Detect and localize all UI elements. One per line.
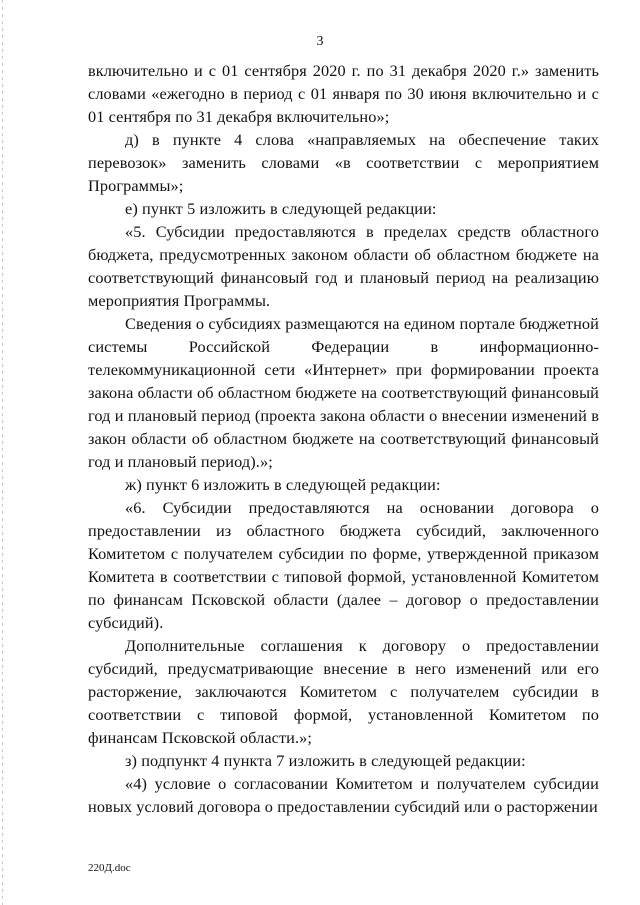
paragraph-3: е) пункт 5 изложить в следующей редакции:	[125, 199, 437, 218]
paragraph-4: «5. Субсидии предоставляются в пределах средств областного бюджета, предусмотренных законом области об областном бюджете на соответствующий финансовый год и плановый период на реализацию мероприятия Программы.	[88, 222, 599, 310]
paragraph-2: д) в пункте 4 слова «направляемых на обеспечение таких перевозок» заменить словами «в соответствии с мероприятием Программы»;	[88, 130, 599, 195]
paragraph-1: включительно и с 01 сентября 2020 г. по 31 декабря 2020 г.» заменить словами «ежегодно в период с 01 января по 30 июня включительно и с 01 сентября по 31 декабря включительно»;	[88, 61, 599, 126]
paragraph-7: «6. Субсидии предоставляются на основании договора о предоставлении из областного бюджета субсидий, заключенного Комитетом с получателем субсидии по форме, утвержденной приказом Комитета в соответствии с типовой формой, установленной Комитетом по финансам Псковской области (далее – договор о предоставлении субсидий).	[88, 498, 599, 632]
paragraph-8: Дополнительные соглашения к договору о предоставлении субсидий, предусматривающие внесение в него изменений или его расторжение, заключаются Комитетом с получателем субсидии в соответствии с типовой формой, установленной Комитетом по финансам Псковской области.»;	[88, 636, 599, 747]
paragraph-9: з) подпункт 4 пункта 7 изложить в следующей редакции:	[125, 751, 526, 770]
page-number: 3	[316, 34, 324, 49]
document-body	[88, 59, 599, 818]
paragraph-6: ж) пункт 6 изложить в следующей редакции:	[125, 475, 441, 494]
paragraph-10: «4) условие о согласовании Комитетом и получателем субсидии новых условий договора о предоставлении субсидий или о расторжении	[88, 774, 599, 816]
scan-edge-line	[2, 0, 3, 905]
paragraph-5: Сведения о субсидиях размещаются на едином портале бюджетной системы Российской Федерации в информационно-телекоммуникационной сети «Интернет» при формировании проекта закона области об областном бюджете на соответствующий финансовый год и плановый период (проекта закона области о внесении изменений в закон области об областном бюджете на соответствующий финансовый год и плановый период).»;	[88, 314, 599, 471]
file-name-footer: 220Д.doc	[88, 862, 131, 874]
